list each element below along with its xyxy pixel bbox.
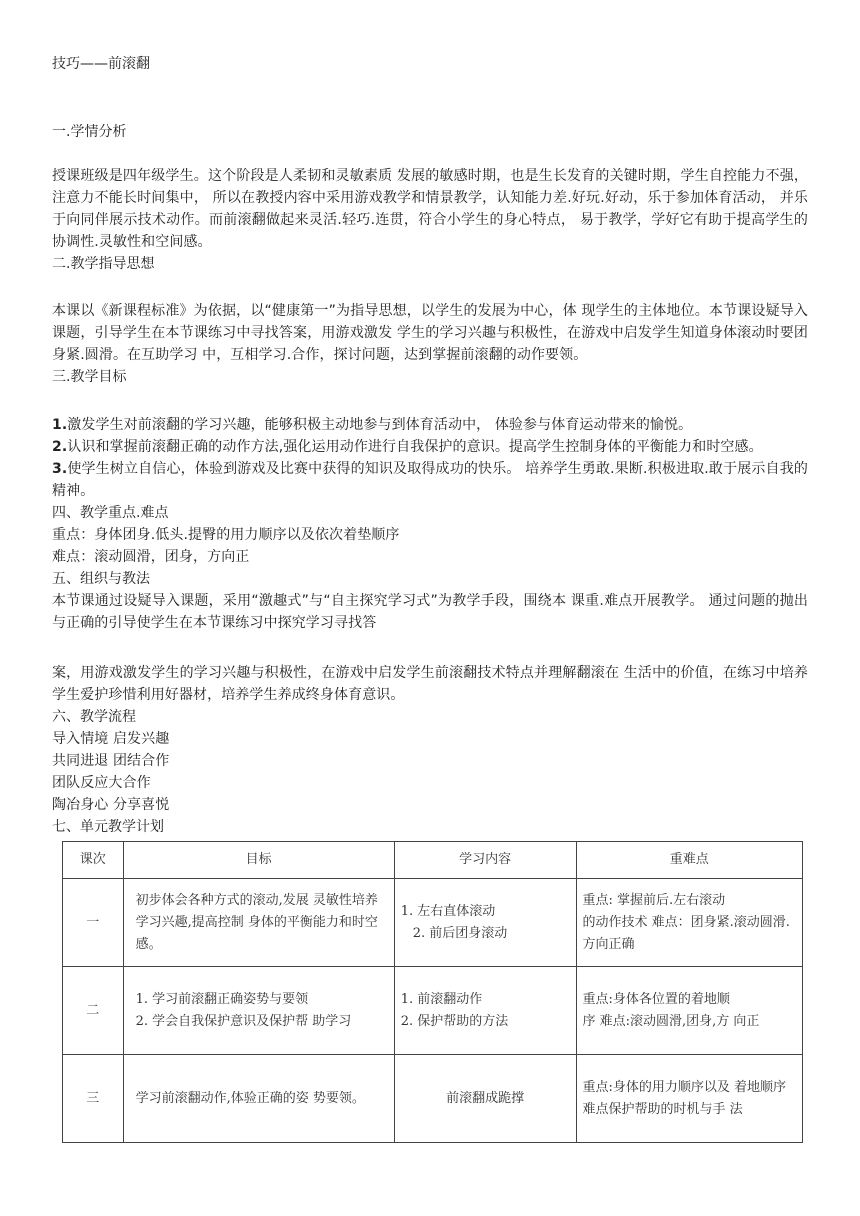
key-line: 重点:身体的用力顺序以及 着地顺序 [582, 1079, 787, 1095]
paragraph: 案，用游戏激发学生的学习兴趣与积极性，在游戏中启发学生前滚翻技术特点并理解翻滚在 生活中的价值，在练习中培养学生爱护珍惜利用好器材，培养学生养成终身体育意识。 [52, 665, 808, 703]
section-heading: 五、组织与教法 [52, 571, 150, 587]
header-lesson: 课次 [63, 842, 124, 879]
flow-item: 共同进退 团结合作 [52, 753, 170, 769]
goal-cell: 初步体会各种方式的滚动,发展 灵敏性培养学习兴趣,提高控制 身体的平衡能力和时空感。 [123, 879, 394, 967]
paragraph: 本课以《新课程标准》为依据，以“健康第一”为指导思想，以学生的发展为中心，体 现学生的主体地位。本节课设疑导入课题，引导学生在本节课练习中寻找答案，用游戏激发 学生的学习兴趣与积极性，在游戏中启发学生知道身体滚动时要团身紧.圆滑。在互助学习 中，互相学习.合作，探讨问题，达到掌握前滚翻的动作要领。 [52, 303, 808, 363]
unit-plan-table [62, 841, 803, 1143]
teaching-goals [52, 414, 808, 634]
header-key-difficulty: 重难点 [576, 842, 803, 879]
content-cell [394, 879, 576, 967]
section-heading: 三.教学目标 [52, 369, 127, 385]
header-content: 学习内容 [394, 842, 576, 879]
lesson-cell: 三 [63, 1055, 124, 1143]
method-text-continued [52, 662, 808, 838]
learning-analysis-text [52, 165, 808, 275]
goal-line: 1. 学习前滚翻正确姿势与要领 [135, 991, 309, 1007]
content-line: 1. 左右直体滚动 [400, 903, 496, 919]
section-heading: 二.教学指导思想 [52, 256, 155, 272]
paragraph: 本节课通过设疑导入课题，采用“激趣式”与“自主探究学习式”为教学手段，围绕本 课重.难点开展教学。 通过问题的抛出与正确的引导使学生在本节课练习中探究学习寻找答 [52, 593, 808, 631]
guiding-thought-text [52, 300, 808, 388]
goal-cell [123, 967, 394, 1055]
key-line: 序 难点:滚动圆滑,团身,方 向正 [582, 1013, 760, 1029]
content-cell: 前滚翻成跪撑 [394, 1055, 576, 1143]
table-row [63, 967, 803, 1055]
document-title: 技巧——前滚翻 [52, 56, 150, 72]
key-point: 重点：身体团身.低头.提臀的用力顺序以及依次着垫顺序 [52, 527, 400, 543]
section-heading: 一.学情分析 [52, 124, 127, 140]
key-cell [576, 1055, 803, 1143]
content-cell [394, 967, 576, 1055]
flow-item: 陶冶身心 分享喜悦 [52, 797, 170, 813]
section-heading: 四、教学重点.难点 [52, 505, 169, 521]
flow-item: 团队反应大合作 [52, 775, 151, 791]
lesson-cell: 一 [63, 879, 124, 967]
section-heading: 七、单元教学计划 [52, 819, 164, 835]
header-goal: 目标 [123, 842, 394, 879]
table-row [63, 879, 803, 967]
section-learning-analysis [52, 121, 808, 143]
goal-cell: 学习前滚翻动作,体验正确的姿 势要领。 [123, 1055, 394, 1143]
lesson-cell: 二 [63, 967, 124, 1055]
goal-item: 2.认识和掌握前滚翻正确的动作方法,强化运用动作进行自我保护的意识。提高学生控制身体的平衡能力和时空感。 [52, 439, 763, 455]
goal-line: 2. 学会自我保护意识及保护帮 助学习 [135, 1013, 352, 1029]
section-heading: 六、教学流程 [52, 709, 136, 725]
key-line: 难点保护帮助的时机与手 法 [582, 1101, 743, 1117]
table-header-row [63, 842, 803, 879]
key-line: 重点: 掌握前后.左右滚动 [582, 892, 726, 908]
difficult-point: 难点：滚动圆滑，团身，方向正 [52, 549, 250, 565]
goal-item: 1.激发学生对前滚翻的学习兴趣，能够积极主动地参与到体育活动中， 体验参与体育运动带来的愉悦。 [52, 417, 693, 433]
key-cell [576, 967, 803, 1055]
content-line: 2. 前后团身滚动 [412, 925, 508, 941]
goal-item: 3.使学生树立自信心，体验到游戏及比赛中获得的知识及取得成功的快乐。 培养学生勇敢.果断.积极进取.敢于展示自我的精神。 [52, 461, 808, 499]
content-line: 2. 保护帮助的方法 [400, 1013, 509, 1029]
key-line: 的动作技术 难点：团身紧.滚动圆滑. 方向正确 [582, 914, 790, 952]
flow-item: 导入情境 启发兴趣 [52, 731, 170, 747]
table-row [63, 1055, 803, 1143]
key-cell [576, 879, 803, 967]
content-line: 1. 前滚翻动作 [400, 991, 483, 1007]
key-line: 重点:身体各位置的着地顺 [582, 991, 730, 1007]
paragraph: 授课班级是四年级学生。这个阶段是人柔韧和灵敏素质 发展的敏感时期，也是生长发育的关键时期，学生自控能力不强，注意力不能长时间集中， 所以在教授内容中采用游戏教学和情景教学，认知能力差.好玩.好动，乐于参加体育活动， 并乐于向同伴展示技术动作。而前滚翻做起来灵活.轻巧.连贯，符合小学生的身心特点， 易于教学，学好它有助于提高学生的协调性.灵敏性和空间感。 [52, 168, 808, 250]
